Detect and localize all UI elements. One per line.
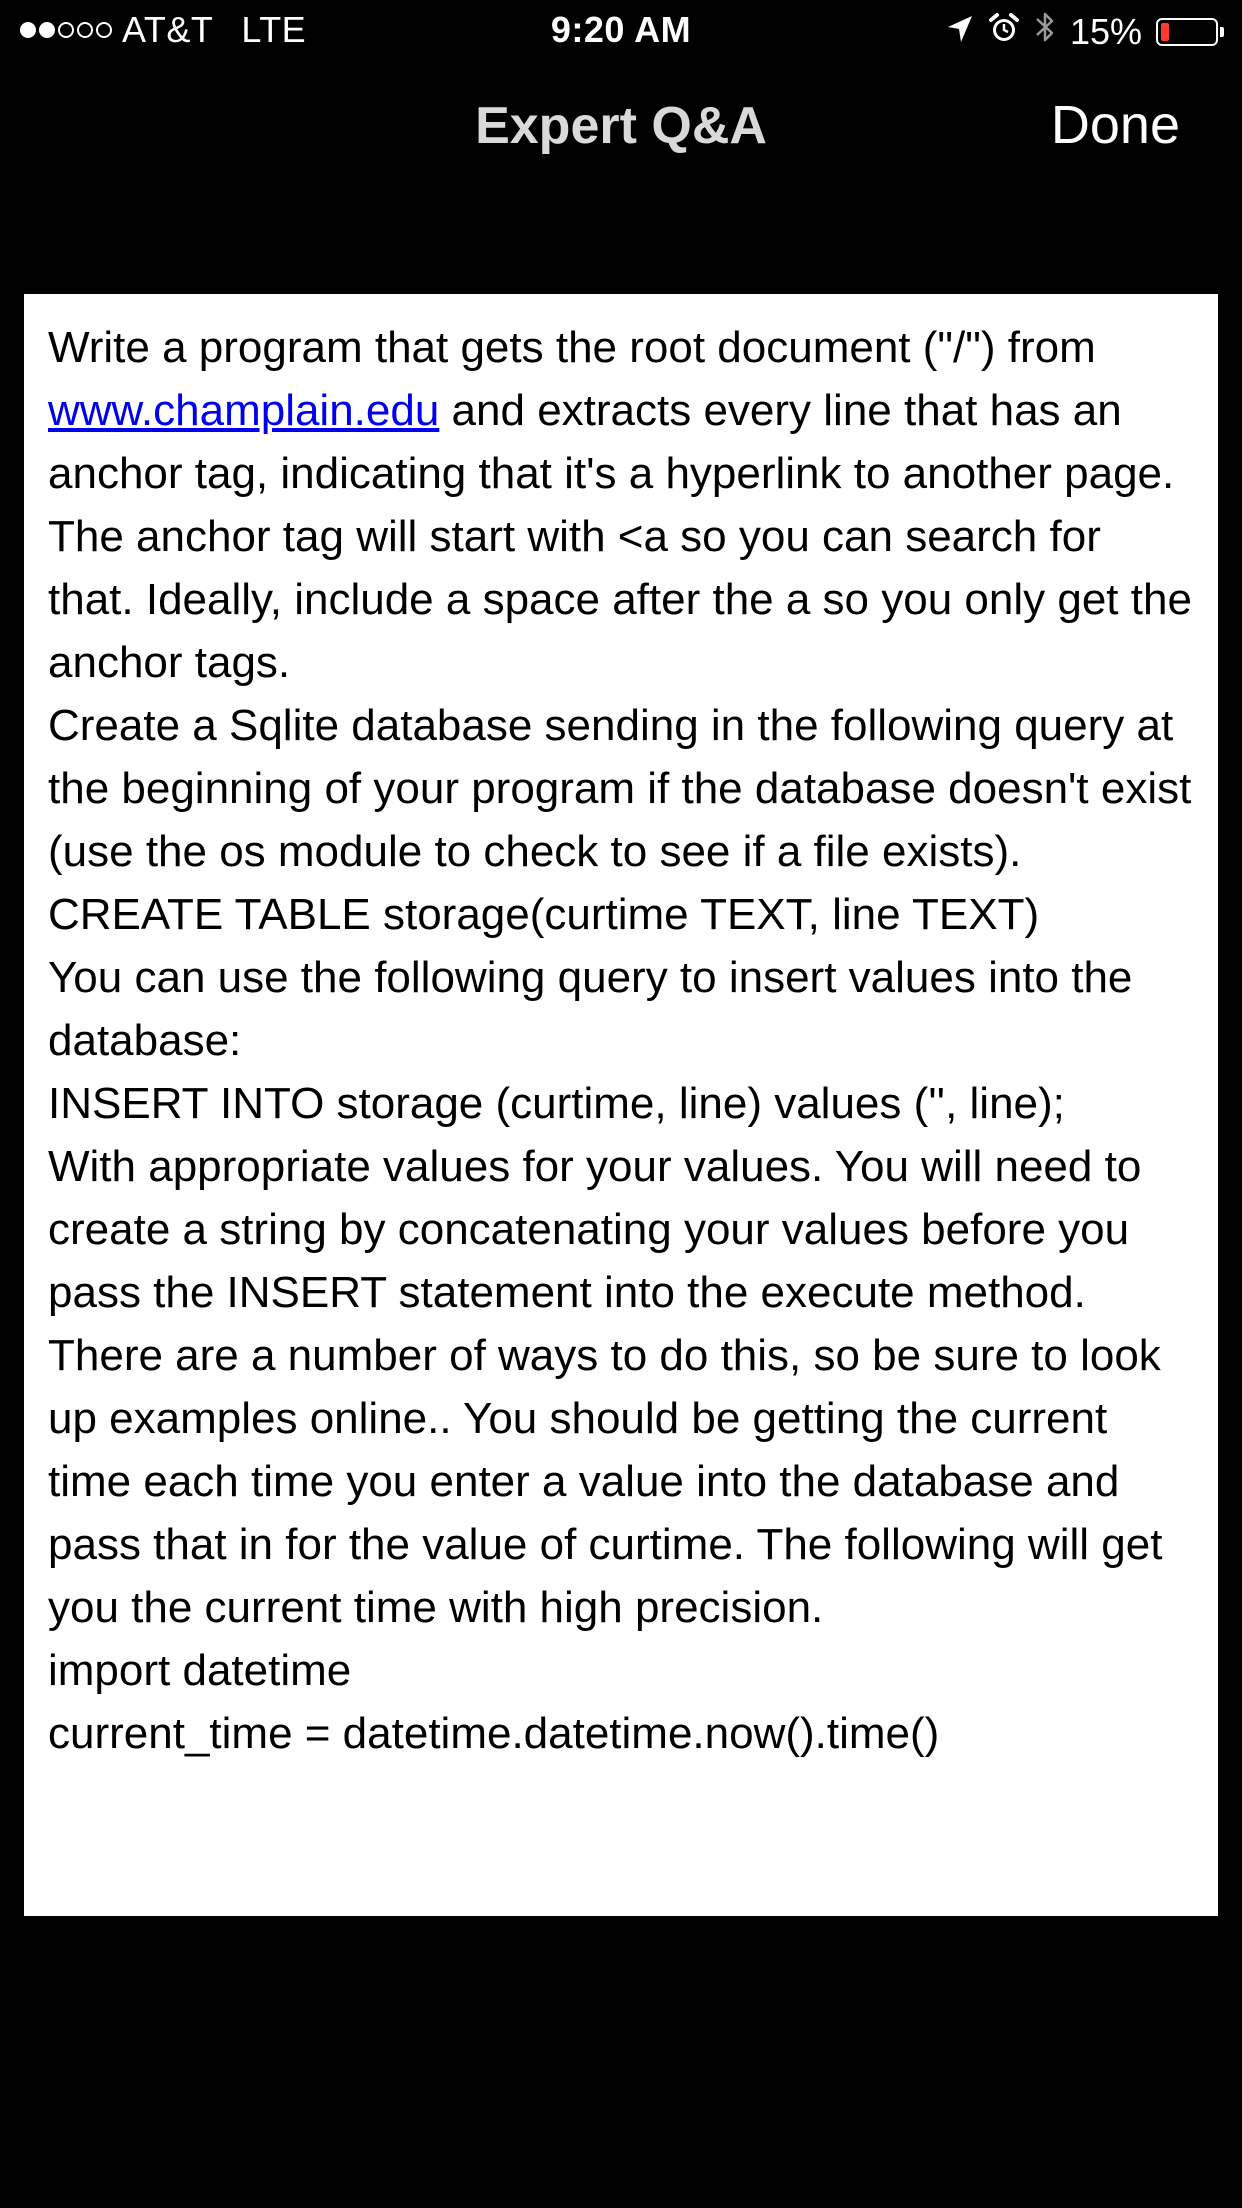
battery-fill — [1161, 23, 1169, 41]
carrier-name: AT&T — [122, 9, 214, 50]
battery-icon — [1156, 18, 1224, 46]
battery-tip — [1220, 27, 1224, 37]
alarm-clock-icon — [988, 11, 1020, 53]
battery-percent: 15% — [1069, 10, 1142, 52]
done-button[interactable]: Done — [1050, 95, 1180, 155]
question-paragraph-7: import datetime — [48, 1646, 352, 1695]
question-paragraph-1 — [48, 316, 1198, 694]
question-intro-text: Write a program that gets the root document ("/") from — [48, 323, 1096, 372]
location-arrow-icon — [946, 11, 974, 53]
question-paragraph-8: current_time = datetime.datetime.now().time() — [48, 1709, 940, 1758]
question-paragraph-4: You can use the following query to insert values into the database: — [48, 953, 1133, 1065]
question-paragraph-2: Create a Sqlite database sending in the following query at the beginning of your program if the database doesn't exist (use the os module to check to see if a file exists). — [48, 701, 1192, 876]
bluetooth-icon — [1034, 9, 1056, 54]
question-paragraph-6: With appropriate values for your values. You will need to create a string by concatenating your values before you pass the INSERT statement into the execute method. There are a number of ways to do this, so be sure to look up examples online.. You should be getting the current time each time you enter a value into the database and pass that in for the value of curtime. The following will get you the current time with high precision. — [48, 1142, 1163, 1632]
question-content — [24, 294, 1218, 1916]
champlain-link[interactable]: www.champlain.edu — [48, 386, 440, 435]
question-paragraph-3: CREATE TABLE storage(curtime TEXT, line TEXT) — [48, 890, 1040, 939]
network-type: LTE — [241, 9, 307, 50]
page-title: Expert Q&A — [475, 97, 767, 155]
status-bar — [0, 0, 1242, 60]
battery-body — [1156, 18, 1218, 46]
status-time: 9:20 AM — [550, 9, 692, 50]
status-right — [946, 9, 1224, 54]
nav-bar — [0, 60, 1242, 190]
question-paragraph-5: INSERT INTO storage (curtime, line) values ('', line); — [48, 1079, 1065, 1128]
question-intro-continued: and extracts every line that has an anchor tag, indicating that it's a hyperlink to another page. The anchor tag will start with <a so you can search for that. Ideally, include a space after the a so you only get the anchor tags. — [48, 386, 1192, 687]
